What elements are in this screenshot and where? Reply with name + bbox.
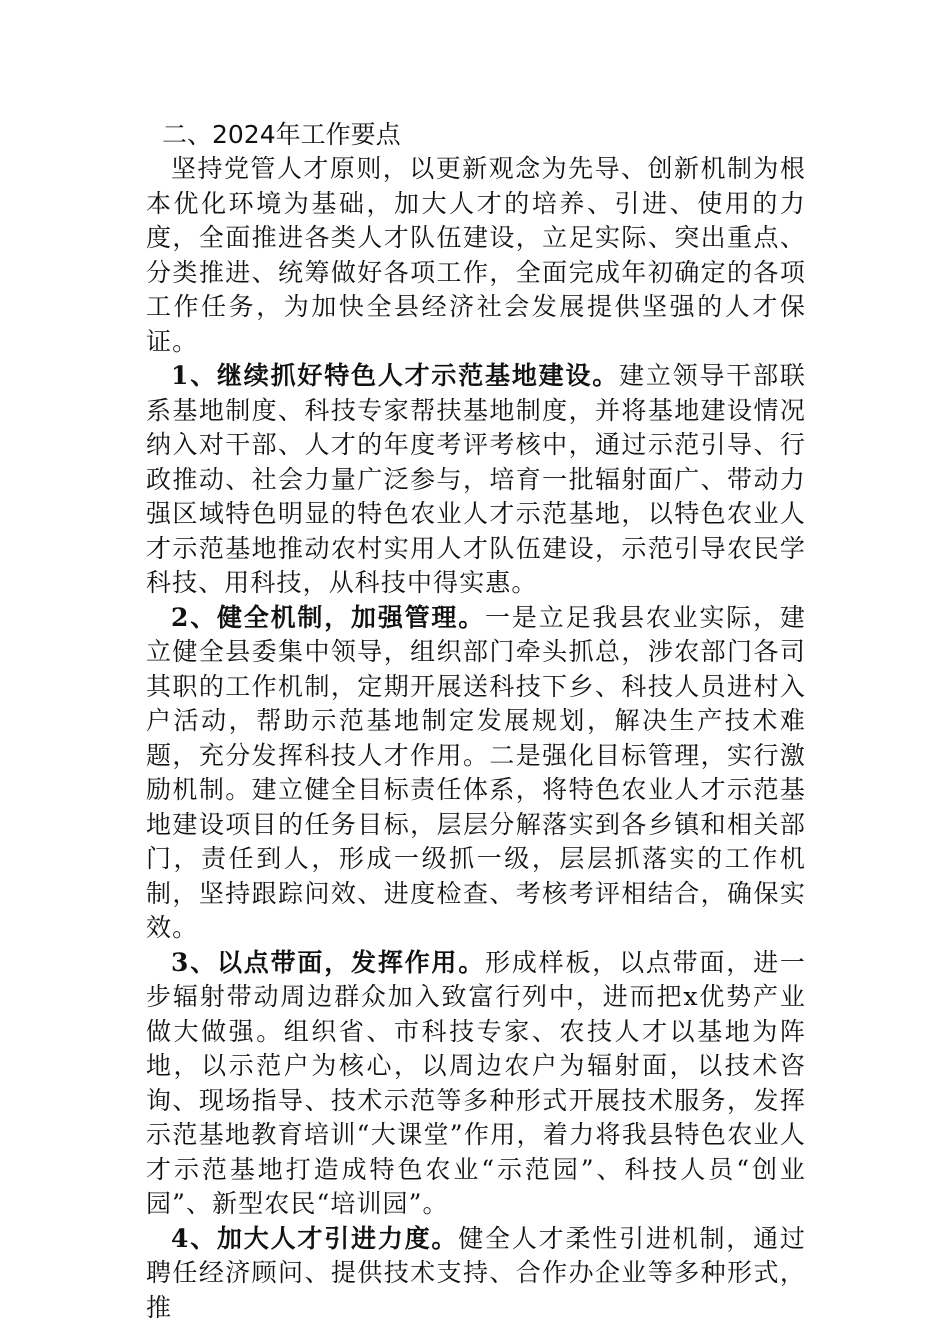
item-lead-1: 1、继续抓好特色人才示范基地建设。 xyxy=(171,361,620,390)
item-body-1: 建立领导干部联系基地制度、科技专家帮扶基地制度，并将基地建设情况纳入对干部、人才的年度考评考核中，通过示范引导、行政推动、社会力量广泛参与，培育一批辐射面广、带动力强区域特色明显的特色农业人才示范基地，以特色农业人才示范基地推动农村实用人才队伍建设，示范引导农民学科技、用科技，从科技中得实惠。 xyxy=(146,361,806,597)
item-body-3: 形成样板，以点带面，进一步辐射带动周边群众加入致富行列中，进而把x优势产业做大做强。组织省、市科技专家、农技人才以基地为阵地，以示范户为核心，以周边农户为辐射面，以技术咨询、现场指导、技术示范等多种形式开展技术服务，发挥示范基地教育培训“大课堂”作用，着力将我县特色农业人才示范基地打造成特色农业“示范园”、科技人员“创业园”、新型农民“培训园”。 xyxy=(146,947,806,1218)
item-paragraph-3 xyxy=(146,946,806,1222)
item-lead-3: 3、以点带面，发挥作用。 xyxy=(171,947,486,977)
item-lead-2: 2、健全机制，加强管理。 xyxy=(171,602,486,632)
item-paragraph-2 xyxy=(146,601,806,946)
section-heading: 二、2024年工作要点 xyxy=(162,120,401,149)
item-lead-4: 4、加大人才引进力度。 xyxy=(171,1223,459,1253)
item-body-2: 一是立足我县农业实际，建立健全县委集中领导，组织部门牵头抓总，涉农部门各司其职的工作机制，定期开展送科技下乡、科技人员进村入户活动，帮助示范基地制定发展规划，解决生产技术难题，充分发挥科技人才作用。二是强化目标管理，实行激励机制。建立健全目标责任体系，将特色农业人才示范基地建设项目的任务目标，层层分解落实到各乡镇和相关部门，责任到人，形成一级抓一级，层层抓落实的工作机制，坚持跟踪问效、进度检查、考核考评相结合，确保实效。 xyxy=(146,602,806,942)
item-body-4: 健全人才柔性引进机制，通过聘任经济顾问、提供技术支持、合作办企业等多种形式，推 xyxy=(146,1223,806,1322)
item-paragraph-1 xyxy=(146,359,806,601)
item-paragraph-4 xyxy=(146,1222,806,1326)
document-body xyxy=(146,118,806,1325)
intro-paragraph: 坚持党管人才原则，以更新观念为先导、创新机制为根本优化环境为基础，加大人才的培养、引进、使用的力度，全面推进各类人才队伍建设，立足实际、突出重点、分类推进、统筹做好各项工作，全面完成年初确定的各项工作任务，为加快全县经济社会发展提供坚强的人才保证。 xyxy=(146,154,806,356)
